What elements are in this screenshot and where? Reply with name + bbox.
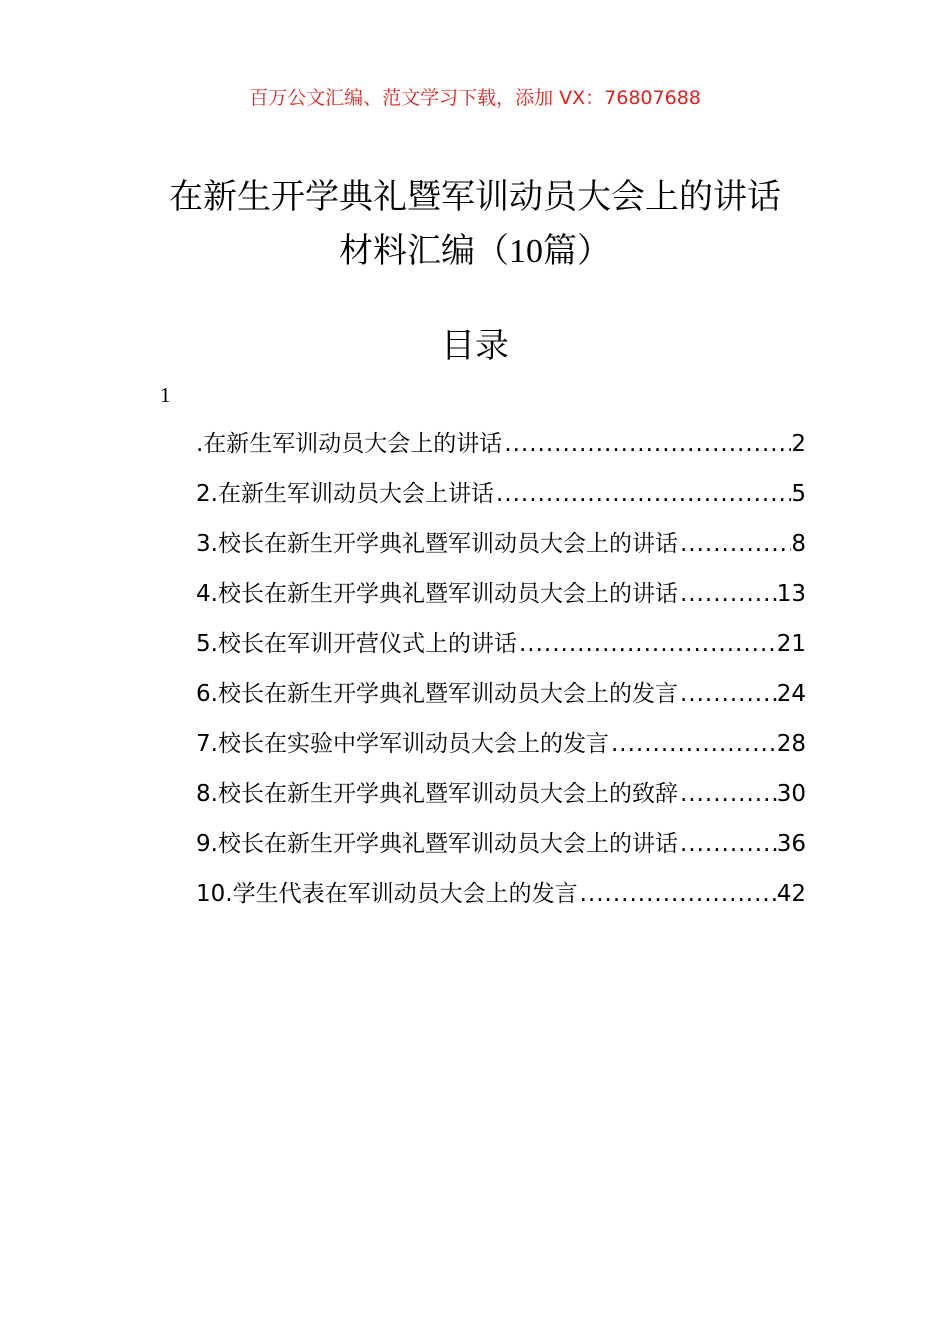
toc-entry[interactable] xyxy=(196,674,806,724)
toc-leader-dots xyxy=(578,874,777,914)
title-prefix: 材料汇编（ xyxy=(339,231,509,271)
toc-entry-label: 5.校长在军训开营仪式上的讲话 xyxy=(196,631,517,657)
toc-entry-page: 36 xyxy=(776,831,806,857)
toc-entry-page: 30 xyxy=(776,781,806,807)
toc-entry-page: 2 xyxy=(791,431,806,457)
toc-entry[interactable] xyxy=(196,724,806,774)
toc-leader-dots xyxy=(678,524,791,564)
toc-entry-page: 13 xyxy=(776,581,806,607)
toc-entry-label: 8.校长在新生开学典礼暨军训动员大会上的致辞 xyxy=(196,781,678,807)
toc-entry-label: 4.校长在新生开学典礼暨军训动员大会上的讲话 xyxy=(196,581,678,607)
toc-entry[interactable] xyxy=(196,524,806,574)
toc-leader-dots xyxy=(678,774,777,814)
document-title-line-1: 在新生开学典礼暨军训动员大会上的讲话 xyxy=(169,177,781,217)
toc-entry-label: 10.学生代表在军训动员大会上的发言 xyxy=(196,881,578,907)
toc-entry[interactable] xyxy=(196,624,806,674)
toc-entry-page: 42 xyxy=(776,881,806,907)
toc-entry-label: .在新生军训动员大会上的讲话 xyxy=(196,431,503,457)
toc-leader-dots xyxy=(517,624,777,664)
toc-entry-page: 24 xyxy=(776,681,806,707)
toc-entry[interactable] xyxy=(196,574,806,624)
toc-entry-page: 5 xyxy=(791,481,806,507)
toc-entry[interactable] xyxy=(196,824,806,874)
toc-entry[interactable] xyxy=(196,874,806,924)
toc-entry[interactable] xyxy=(196,424,806,474)
header-promo-note: 百万公文汇编、范文学习下载，添加 VX：76807688 xyxy=(249,87,701,109)
toc-entry-label: 2.在新生军训动员大会上讲话 xyxy=(196,481,494,507)
toc-entry[interactable] xyxy=(196,774,806,824)
document-title xyxy=(0,170,950,279)
toc-entry-page: 28 xyxy=(776,731,806,757)
title-suffix: 篇） xyxy=(543,231,611,271)
toc-leader-dots xyxy=(678,574,777,614)
toc-leader-dots xyxy=(494,474,791,514)
toc-entry[interactable] xyxy=(196,474,806,524)
toc-entry-label: 9.校长在新生开学典礼暨军训动员大会上的讲话 xyxy=(196,831,678,857)
toc-leader-dots xyxy=(609,724,777,764)
toc-leader-dots xyxy=(502,424,791,464)
toc-entry-label: 7.校长在实验中学军训动员大会上的发言 xyxy=(196,731,609,757)
toc-heading: 目录 xyxy=(441,326,509,366)
toc-entry-page: 8 xyxy=(791,531,806,557)
toc-entry-label: 6.校长在新生开学典礼暨军训动员大会上的发言 xyxy=(196,681,678,707)
stray-number: 1 xyxy=(160,383,171,407)
toc-entry-page: 21 xyxy=(776,631,806,657)
toc-entry-label: 3.校长在新生开学典礼暨军训动员大会上的讲话 xyxy=(196,531,678,557)
table-of-contents xyxy=(196,424,806,924)
title-count: 10 xyxy=(509,233,543,270)
document-title-line-2 xyxy=(0,224,950,279)
toc-leader-dots xyxy=(678,824,777,864)
toc-leader-dots xyxy=(678,674,777,714)
